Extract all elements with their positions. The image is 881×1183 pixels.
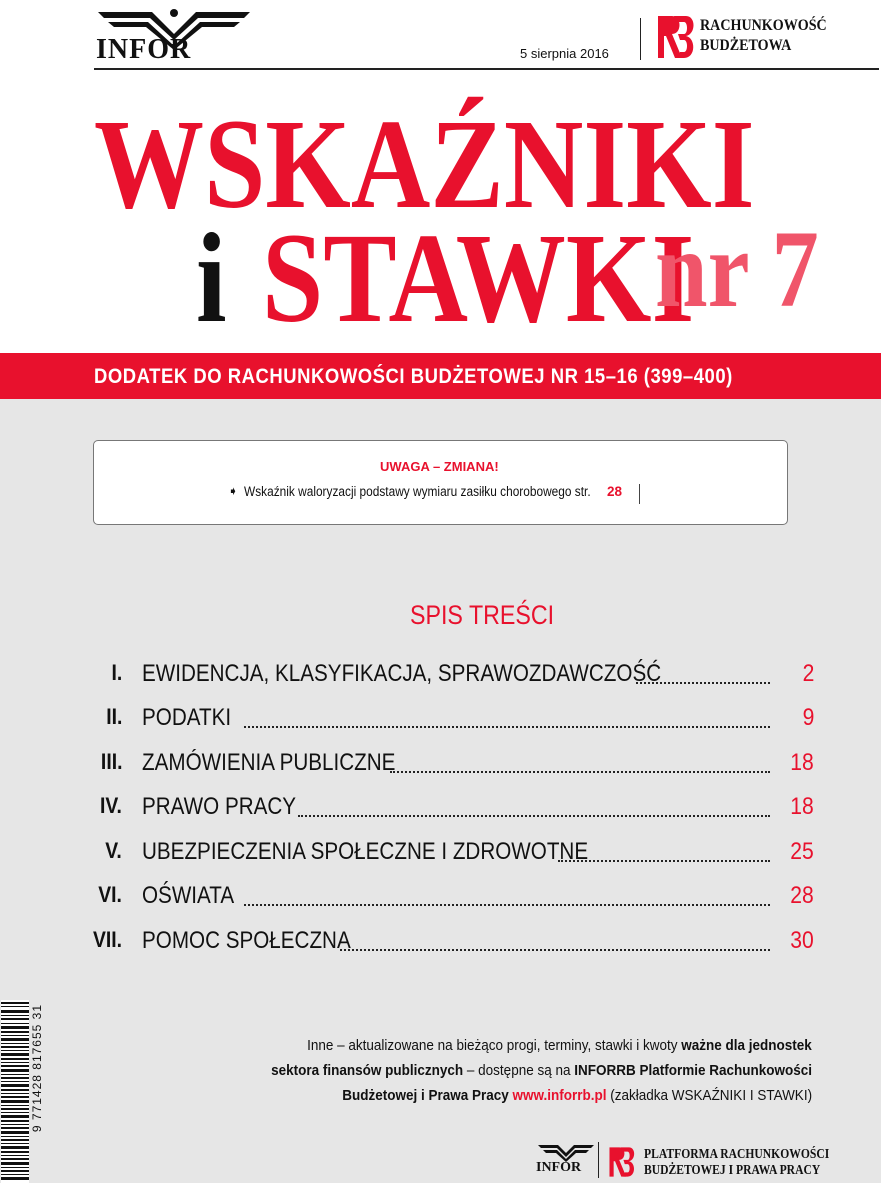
toc-item-page: 25 — [790, 838, 814, 865]
toc-item-label: UBEZPIECZENIA SPOŁECZNE I ZDROWOTNE — [142, 838, 589, 865]
footer-text-bold: sektora finansów publicznych — [271, 1062, 464, 1079]
notice-page-number: 28 — [607, 484, 623, 499]
footer-note — [200, 1033, 812, 1108]
magazine-name — [700, 16, 827, 56]
platform-name — [644, 1146, 829, 1178]
footer-text: – dostępne są na — [466, 1062, 571, 1079]
toc-item[interactable] — [94, 927, 814, 957]
footer-text-bold: Budżetowej i Prawa Pracy — [342, 1087, 509, 1104]
footer-logo-divider — [598, 1142, 599, 1178]
toc-item[interactable] — [94, 749, 814, 779]
notice-text — [244, 484, 591, 499]
toc-item-page: 2 — [802, 660, 814, 687]
notice-title: UWAGA – ZMIANA! — [380, 459, 499, 474]
notice-page-label: str. — [574, 484, 591, 499]
toc-item-page: 28 — [790, 882, 814, 909]
toc-item-label: PODATKI — [142, 704, 232, 731]
toc-item-number: IV. — [100, 793, 122, 818]
website-link[interactable]: www.inforrb.pl — [512, 1087, 607, 1104]
toc-item-label: ZAMÓWIENIA PUBLICZNE — [142, 749, 396, 776]
title-line1: WSKAŹNIKI — [94, 93, 755, 235]
toc-item[interactable] — [94, 793, 814, 823]
title-conjunction: i — [196, 207, 227, 349]
notice-box — [93, 440, 788, 525]
platform-name-line2: BUDŻETOWEJ I PRAWA PRACY — [644, 1162, 821, 1177]
toc-item-number: I. — [111, 660, 122, 685]
toc-dot-leader — [636, 680, 770, 684]
toc-item-number: VI. — [98, 882, 122, 907]
toc-item-label: PRAWO PRACY — [142, 793, 297, 820]
subtitle-band-text: DODATEK DO RACHUNKOWOŚCI BUDŻETOWEJ NR 15–16 (399–400) — [94, 365, 733, 388]
issue-number: nr 7 — [655, 208, 819, 330]
notice-divider — [639, 484, 640, 504]
magazine-name-line1: RACHUNKOWOŚĆ — [700, 17, 827, 34]
toc-item-number: VII. — [92, 927, 122, 952]
rb-logo-icon — [656, 14, 696, 60]
toc-item-page: 9 — [802, 704, 814, 731]
issue-date: 5 sierpnia 2016 — [520, 46, 609, 61]
toc-item[interactable] — [94, 704, 814, 734]
toc-item-page: 18 — [790, 793, 814, 820]
toc-dot-leader — [244, 902, 770, 906]
toc-item-page: 30 — [790, 927, 814, 954]
footer-text-bold: ważne dla jednostek — [681, 1037, 812, 1054]
toc-item-number: V. — [105, 838, 122, 863]
footer-text: (zakładka WSKAŹNIKI I STAWKI) — [610, 1087, 812, 1104]
toc-item-number: III. — [100, 749, 122, 774]
toc-item[interactable] — [94, 838, 814, 868]
toc-item-label: POMOC SPOŁECZNA — [142, 927, 351, 954]
toc-title: SPIS TREŚCI — [410, 600, 555, 630]
toc-item[interactable] — [94, 660, 814, 690]
arrow-bullet-icon: ➧ — [228, 484, 239, 498]
footer-text: Inne – aktualizowane na bieżąco progi, terminy, stawki i kwoty — [307, 1037, 678, 1054]
toc-item-label: EWIDENCJA, KLASYFIKACJA, SPRAWOZDAWCZOŚĆ — [142, 660, 662, 687]
barcode-digits: 9 771428 817655 31 — [30, 1004, 44, 1133]
magazine-name-line2: BUDŻETOWA — [700, 37, 792, 54]
header-rule — [94, 68, 879, 70]
title-line2: STAWKI — [262, 207, 695, 349]
footer-text-bold: INFORRB Platformie Rachunkowości — [574, 1062, 812, 1079]
header-divider — [640, 18, 641, 60]
toc-item-number: II. — [105, 704, 122, 729]
infor-wordmark: INFOR — [96, 34, 192, 65]
rb-small-logo-icon — [604, 1146, 640, 1178]
toc-item-page: 18 — [790, 749, 814, 776]
toc-dot-leader — [244, 724, 770, 728]
toc-dot-leader — [340, 947, 770, 951]
toc-dot-leader — [390, 769, 770, 773]
barcode — [1, 1000, 29, 1183]
notice-item-text: Wskaźnik waloryzacji podstawy wymiaru zasiłku chorobowego — [244, 484, 572, 499]
platform-name-line1: PLATFORMA RACHUNKOWOŚCI — [644, 1146, 830, 1161]
toc-dot-leader — [298, 813, 770, 817]
toc-dot-leader — [558, 858, 770, 862]
toc-item-label: OŚWIATA — [142, 882, 235, 909]
toc-item[interactable] — [94, 882, 814, 912]
infor-small-wordmark: INFOR — [536, 1160, 582, 1175]
